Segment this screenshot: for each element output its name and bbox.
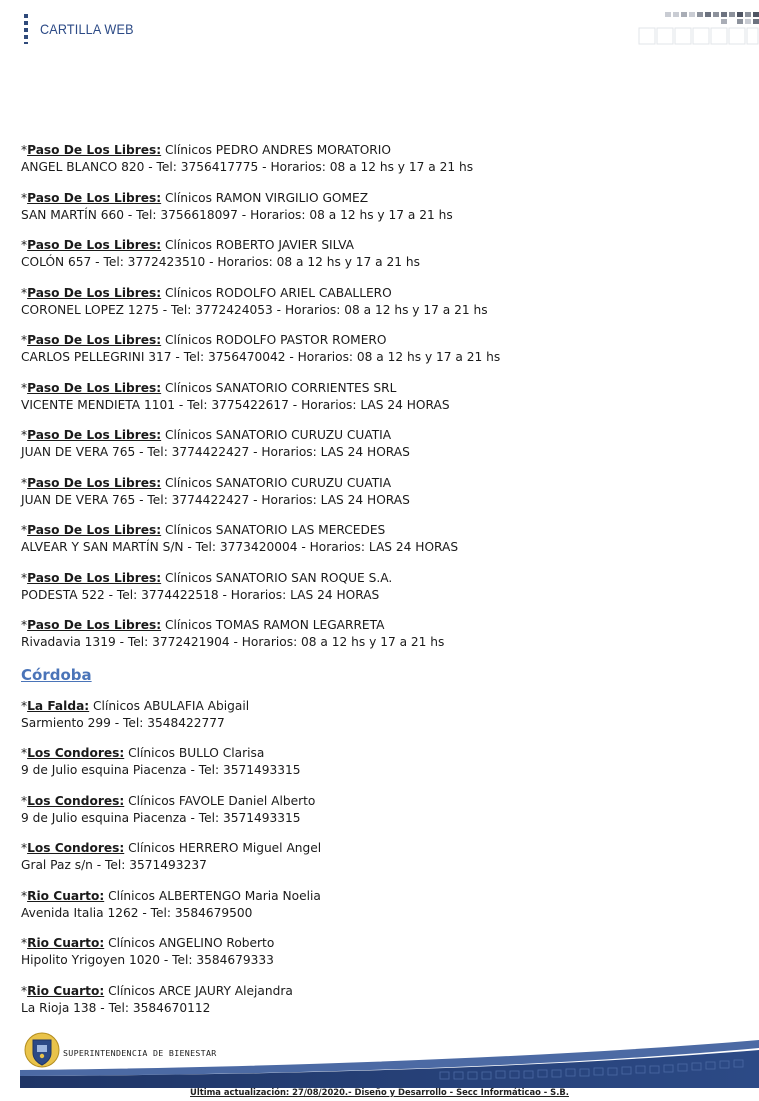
entry-provider: Clínicos SANATORIO SAN ROQUE S.A. <box>165 570 393 585</box>
entry-address: Sarmiento 299 - Tel: 3548422777 <box>21 715 225 730</box>
bullet-star: * <box>21 841 28 855</box>
list-item <box>21 793 741 827</box>
section-title[interactable]: Córdoba <box>21 665 92 684</box>
entry-provider: Clínicos ABULAFIA Abigail <box>93 698 250 713</box>
header-mosaic-icon <box>637 12 759 46</box>
list-item <box>21 983 741 1017</box>
entry-address: Hipolito Yrigoyen 1020 - Tel: 3584679333 <box>21 953 274 967</box>
bullet-star: * <box>21 570 28 585</box>
entry-address: VICENTE MENDIETA 1101 - Tel: 3775422617 - Horarios: LAS 24 HORAS <box>21 397 450 412</box>
entry-address: Rivadavia 1319 - Tel: 3772421904 - Horarios: 08 a 12 hs y 17 a 21 hs <box>21 635 445 649</box>
entry-heading <box>21 332 741 349</box>
list-item <box>21 698 741 732</box>
entry-city-link[interactable]: Paso De Los Libres: <box>27 380 162 395</box>
entry-heading <box>21 698 741 715</box>
entry-provider: Clínicos HERRERO Miguel Angel <box>128 841 322 855</box>
list-item <box>21 237 741 271</box>
entry-provider: Clínicos TOMAS RAMON LEGARRETA <box>165 618 385 632</box>
page-header <box>0 0 759 60</box>
bullet-star: * <box>21 618 28 632</box>
entry-city-link[interactable]: Paso De Los Libres: <box>27 618 162 632</box>
entry-provider: Clínicos FAVOLE Daniel Alberto <box>128 793 316 808</box>
entry-city-link[interactable]: Rio Cuarto: <box>27 983 105 998</box>
entry-city-link[interactable]: Paso De Los Libres: <box>27 238 162 252</box>
entry-heading <box>21 570 741 587</box>
entry-provider: Clínicos ANGELINO Roberto <box>108 936 275 950</box>
entry-provider: Clínicos SANATORIO LAS MERCEDES <box>165 523 386 537</box>
entry-heading <box>21 840 741 857</box>
entry-heading <box>21 285 741 302</box>
entry-city-link[interactable]: Paso De Los Libres: <box>27 143 162 157</box>
bullet-star: * <box>21 983 28 998</box>
entry-city-link[interactable]: Rio Cuarto: <box>27 936 105 950</box>
entry-address: La Rioja 138 - Tel: 3584670112 <box>21 1000 211 1015</box>
entry-city-link[interactable]: Rio Cuarto: <box>27 888 105 903</box>
bullet-star: * <box>21 888 28 903</box>
entry-city-link[interactable]: Los Condores: <box>27 793 125 808</box>
footer-organization: SUPERINTENDENCIA DE BIENESTAR <box>63 1048 217 1058</box>
entry-heading <box>21 142 741 159</box>
entry-heading <box>21 237 741 254</box>
entry-address: 9 de Julio esquina Piacenza - Tel: 3571493315 <box>21 810 301 825</box>
entry-address: Avenida Italia 1262 - Tel: 3584679500 <box>21 905 253 920</box>
header-title: CARTILLA WEB <box>40 21 134 37</box>
bullet-star: * <box>21 428 28 442</box>
bullet-star: * <box>21 238 28 252</box>
entry-provider: Clínicos ROBERTO JAVIER SILVA <box>165 238 354 252</box>
entry-provider: Clínicos ALBERTENGO Maria Noelia <box>108 888 321 903</box>
entry-provider: Clínicos ARCE JAURY Alejandra <box>108 983 293 998</box>
list-item <box>21 380 741 414</box>
list-item <box>21 142 741 176</box>
entries-top <box>21 142 741 651</box>
bullet-star: * <box>21 698 28 713</box>
entry-heading <box>21 935 741 952</box>
entry-heading <box>21 427 741 444</box>
entry-city-link[interactable]: Paso De Los Libres: <box>27 190 162 205</box>
entry-heading <box>21 888 741 905</box>
entry-heading <box>21 522 741 539</box>
directory-content <box>21 142 741 1030</box>
list-item <box>21 617 741 651</box>
entry-address: Gral Paz s/n - Tel: 3571493237 <box>21 858 207 872</box>
entry-provider: Clínicos PEDRO ANDRES MORATORIO <box>165 143 391 157</box>
entry-heading <box>21 190 741 207</box>
entry-address: PODESTA 522 - Tel: 3774422518 - Horarios: LAS 24 HORAS <box>21 587 380 602</box>
bullet-star: * <box>21 793 28 808</box>
page-footer <box>0 1030 759 1101</box>
bullet-star: * <box>21 746 28 760</box>
entry-heading <box>21 617 741 634</box>
entry-heading <box>21 475 741 492</box>
entry-heading <box>21 983 741 1000</box>
list-item <box>21 935 741 969</box>
entry-provider: Clínicos RAMON VIRGILIO GOMEZ <box>165 190 369 205</box>
entry-provider: Clínicos BULLO Clarisa <box>128 746 265 760</box>
entry-address: CARLOS PELLEGRINI 317 - Tel: 3756470042 - Horarios: 08 a 12 hs y 17 a 21 hs <box>21 350 501 364</box>
entry-city-link[interactable]: La Falda: <box>27 698 90 713</box>
entry-address: SAN MARTÍN 660 - Tel: 3756618097 - Horarios: 08 a 12 hs y 17 a 21 hs <box>21 207 453 222</box>
entry-address: ANGEL BLANCO 820 - Tel: 3756417775 - Horarios: 08 a 12 hs y 17 a 21 hs <box>21 160 474 174</box>
entry-heading <box>21 793 741 810</box>
bullet-star: * <box>21 333 28 347</box>
list-item <box>21 427 741 461</box>
entry-city-link[interactable]: Paso De Los Libres: <box>27 570 162 585</box>
bullet-star: * <box>21 936 28 950</box>
entry-provider: Clínicos RODOLFO ARIEL CABALLERO <box>165 285 392 300</box>
bullet-star: * <box>21 523 28 537</box>
entry-address: JUAN DE VERA 765 - Tel: 3774422427 - Horarios: LAS 24 HORAS <box>21 445 410 459</box>
entry-address: ALVEAR Y SAN MARTÍN S/N - Tel: 3773420004 - Horarios: LAS 24 HORAS <box>21 540 459 554</box>
entry-city-link[interactable]: Paso De Los Libres: <box>27 523 162 537</box>
entry-provider: Clínicos SANATORIO CURUZU CUATIA <box>165 475 392 490</box>
entry-city-link[interactable]: Paso De Los Libres: <box>27 285 162 300</box>
entry-address: CORONEL LOPEZ 1275 - Tel: 3772424053 - Horarios: 08 a 12 hs y 17 a 21 hs <box>21 302 488 317</box>
entry-provider: Clínicos SANATORIO CURUZU CUATIA <box>165 428 392 442</box>
entry-city-link[interactable]: Los Condores: <box>27 841 125 855</box>
list-item <box>21 475 741 509</box>
list-item <box>21 285 741 319</box>
list-item <box>21 332 741 366</box>
list-item <box>21 570 741 604</box>
entry-city-link[interactable]: Paso De Los Libres: <box>27 428 162 442</box>
bullet-star: * <box>21 190 28 205</box>
list-item <box>21 888 741 922</box>
footer-wave-band <box>20 1038 759 1088</box>
shield-logo-icon <box>24 1031 60 1069</box>
list-item <box>21 840 741 874</box>
list-item <box>21 190 741 224</box>
entry-provider: Clínicos RODOLFO PASTOR ROMERO <box>165 333 387 347</box>
entries-section <box>21 698 741 1017</box>
entry-city-link[interactable]: Los Condores: <box>27 746 125 760</box>
footer-updated: Ultima actualización: 27/08/2020.- Diseño y Desarrollo - Secc Informáticao - S.B. <box>190 1087 569 1097</box>
entry-heading <box>21 745 741 762</box>
header-bar-icon <box>24 14 28 44</box>
bullet-star: * <box>21 475 28 490</box>
bullet-star: * <box>21 143 28 157</box>
entry-address: COLÓN 657 - Tel: 3772423510 - Horarios: 08 a 12 hs y 17 a 21 hs <box>21 255 420 269</box>
bullet-star: * <box>21 380 28 395</box>
entry-provider: Clínicos SANATORIO CORRIENTES SRL <box>165 380 397 395</box>
entry-address: JUAN DE VERA 765 - Tel: 3774422427 - Horarios: LAS 24 HORAS <box>21 492 410 507</box>
entry-city-link[interactable]: Paso De Los Libres: <box>27 333 162 347</box>
entry-city-link[interactable]: Paso De Los Libres: <box>27 475 162 490</box>
entry-address: 9 de Julio esquina Piacenza - Tel: 3571493315 <box>21 763 301 777</box>
list-item <box>21 522 741 556</box>
bullet-star: * <box>21 285 28 300</box>
entry-heading <box>21 380 741 397</box>
list-item <box>21 745 741 779</box>
